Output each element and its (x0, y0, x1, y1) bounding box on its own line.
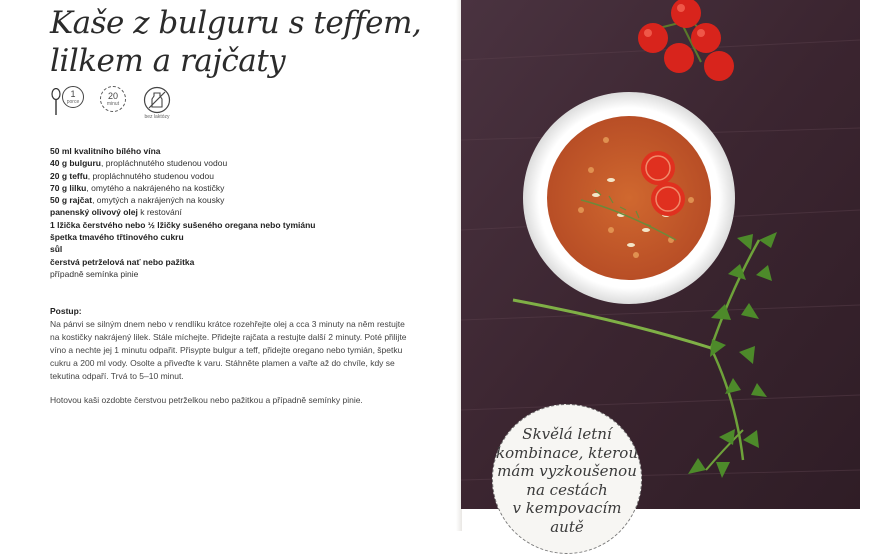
ingredient-item: 40 g bulguru, propláchnutého studenou vodou (50, 158, 228, 169)
lactose-info (143, 86, 175, 119)
ingredient-item: 20 g teffu, propláchnutého studenou vodou (50, 170, 214, 181)
badge-line: Skvělá letní (522, 425, 612, 443)
title-line: Kaše z bulguru s teffem, (50, 5, 422, 41)
lactose-label: bez laktózy (144, 114, 170, 120)
ingredient-item: 1 lžička čerstvého nebo ½ lžičky sušeného oregana nebo tymiánu (50, 219, 316, 230)
tip-badge (492, 404, 642, 554)
badge-line: kombinace, kterou (495, 443, 639, 462)
ingredient-item: případně semínka pinie (50, 268, 139, 279)
time-label: minut (106, 100, 120, 107)
ingredient-item: 50 g rajčat, omytých a nakrájených na kousky (50, 195, 225, 206)
ingredient-item: 70 g lilku, omytého a nakrájeného na kostičky (50, 182, 225, 193)
ingredient-item: čerstvá petrželová nať nebo pažitka (50, 256, 195, 267)
method-text: Na pánvi se silným dnem nebo v rendlíku krátce rozehřejte olej a cca 3 minuty na něm restujte na kostičky nakrájený lilek. Stále míchejte. Přidejte rajčata a restujte další 2 minuty. Poté přilijte víno a nechte jej 1 minutu odpařit. Přisypte bulgur a teff, přidejte oregano nebo tymián, špetku cukru a 200 ml vody. Osolte a přiveďte k varu. Stáhněte plamen a vařte až do chvíle, kdy se tekutina odpaří. Trvá to 5–10 minut. (50, 319, 407, 381)
page-margin (860, 0, 880, 531)
clock-icon (100, 86, 126, 112)
porridge-bowl (523, 92, 735, 304)
no-milk-icon (143, 86, 171, 114)
serving-text: Hotovou kaši ozdobte čerstvou petrželkou nebo pažitkou a případně semínky pinie. (50, 395, 363, 405)
method-section (50, 305, 410, 407)
time-value: 20 (107, 90, 118, 101)
portions-label: porce (66, 98, 80, 105)
ingredient-list (50, 145, 410, 280)
badge-line: autě (550, 517, 584, 536)
ingredient-item: 50 ml kvalitního bílého vína (50, 146, 161, 156)
method-heading: Postup: (50, 306, 82, 316)
time-info (100, 86, 128, 112)
ingredient-item: špetka tmavého třtinového cukru (50, 232, 184, 243)
badge-line: v kempovacím (512, 499, 622, 517)
badge-line: na cestách (526, 480, 608, 499)
ingredient-item: panenský olivový olej k restování (50, 207, 182, 218)
title-line: lilkem a rajčaty (50, 43, 286, 79)
ingredient-item: sůl (50, 244, 63, 255)
recipe-title (50, 4, 421, 80)
portions-info (62, 86, 86, 108)
spoon-icon (50, 88, 62, 116)
badge-line: mám vyzkoušenou (497, 462, 637, 480)
portions-value: 1 (70, 88, 76, 99)
